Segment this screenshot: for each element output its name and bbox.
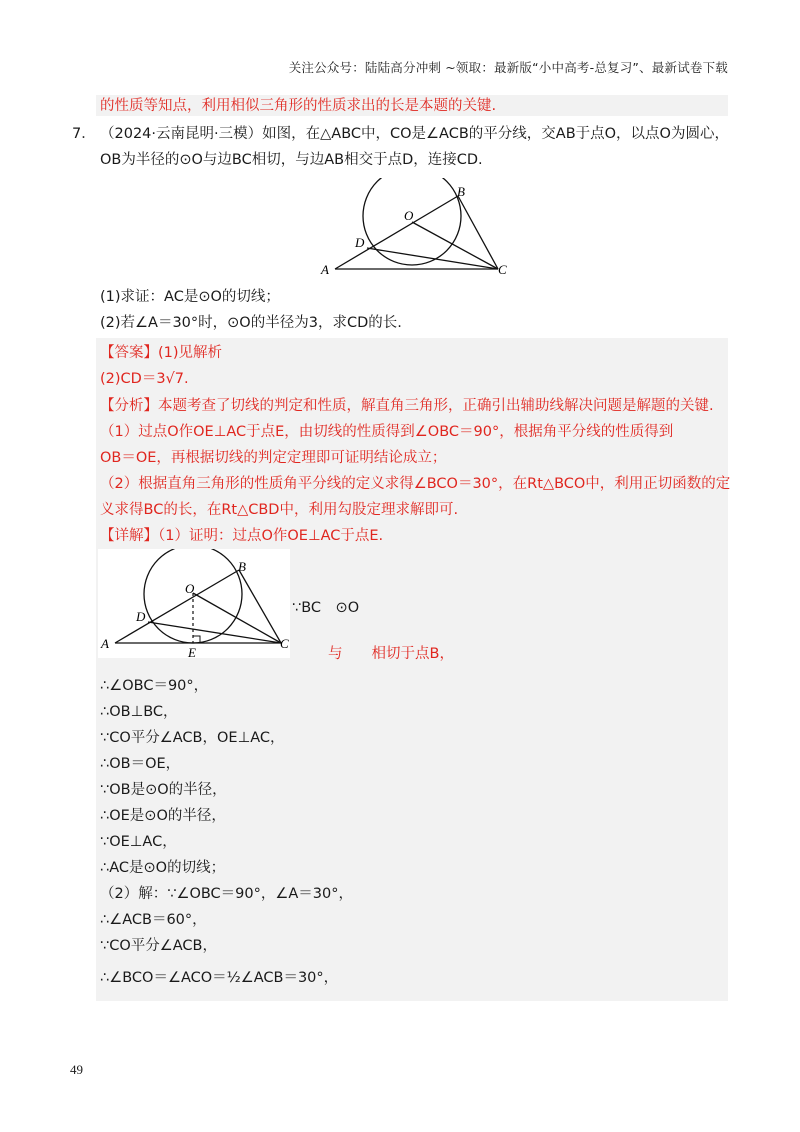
label-b-2: B [238,559,246,574]
step-3: ∵CO平分∠ACB，OE⊥AC， [100,730,285,746]
step-1: ∴∠OBC＝90°， [100,678,209,694]
question-number: 7． [72,126,96,142]
detail-side-1: ∵BC ⊙O [292,600,360,616]
step-5: ∵OB是⊙O的半径， [100,782,227,798]
step-11: ∵CO平分∠ACB， [100,938,217,954]
label-d-2: D [136,609,146,624]
answer-line-1: 【答案】(1)见解析 [100,345,223,361]
question-line-1: （2024·云南昆明·三模）如图，在△ABC中，CO是∠ACB的平分线，交AB于点O，以点O为圆心， [100,126,729,142]
label-e-2: E [188,645,196,658]
question-line-2: OB为半径的⊙O与边BC相切，与边AB相交于点D，连接CD. [100,152,483,168]
prev-key-text: 的性质等知点，利用相似三角形的性质求出的长是本题的关键. [100,98,497,114]
analysis-line-2: （1）过点O作OE⊥AC于点E，由切线的性质得到∠OBC＝90°，根据角平分线的性质得到 [100,424,674,440]
step-2: ∴OB⊥BC， [100,704,178,720]
detail-side-2: 与 相切于点B， [328,646,454,662]
label-o: O [404,208,414,223]
step-7: ∵OE⊥AC， [100,834,177,850]
figure-triangle-circle [318,178,518,278]
step-9: （2）解：∵∠OBC＝90°，∠A＝30°， [100,886,353,902]
question-part-1: (1)求证：AC是⊙O的切线； [100,289,280,305]
analysis-line-4: （2）根据直角三角形的性质角平分线的定义求得∠BCO＝30°，在Rt△BCO中，利用正切函数的定 [100,476,731,492]
step-4: ∴OB＝OE， [100,756,181,772]
label-c: C [498,262,507,277]
label-c-2: C [280,636,289,651]
label-o-2: O [185,581,195,596]
step-6: ∴OE是⊙O的半径， [100,808,226,824]
segment-ab [335,196,458,269]
analysis-line-3: OB＝OE，再根据切线的判定定理即可证明结论成立； [100,450,447,466]
analysis-line-1: 【分析】本题考查了切线的判定和性质，解直角三角形，正确引出辅助线解决问题是解题的关键. [100,398,714,414]
label-d: D [355,235,365,250]
label-a: A [321,262,329,277]
detail-line-1: 【详解】（1）证明：过点O作OE⊥AC于点E. [100,528,384,544]
page-number: 49 [70,1062,83,1077]
analysis-line-5: 义求得BC的长，在Rt△CBD中，利用勾股定理求解即可. [100,502,459,518]
question-part-2: (2)若∠A＝30°时，⊙O的半径为3，求CD的长. [100,315,402,331]
step-8: ∴AC是⊙O的切线； [100,860,226,876]
page-header: 关注公众号：陆陆高分冲刺 ~领取：最新版“小中高考-总复习”、最新试卷下载 [288,60,728,75]
figure-with-perpendicular [98,549,290,658]
step-12: ∴∠BCO＝∠ACO＝½∠ACB＝30°， [100,970,339,986]
step-10: ∴∠ACB＝60°， [100,912,207,928]
label-a-2: A [101,636,109,651]
answer-line-2: (2)CD＝3√7. [100,371,189,387]
label-b: B [457,184,465,199]
